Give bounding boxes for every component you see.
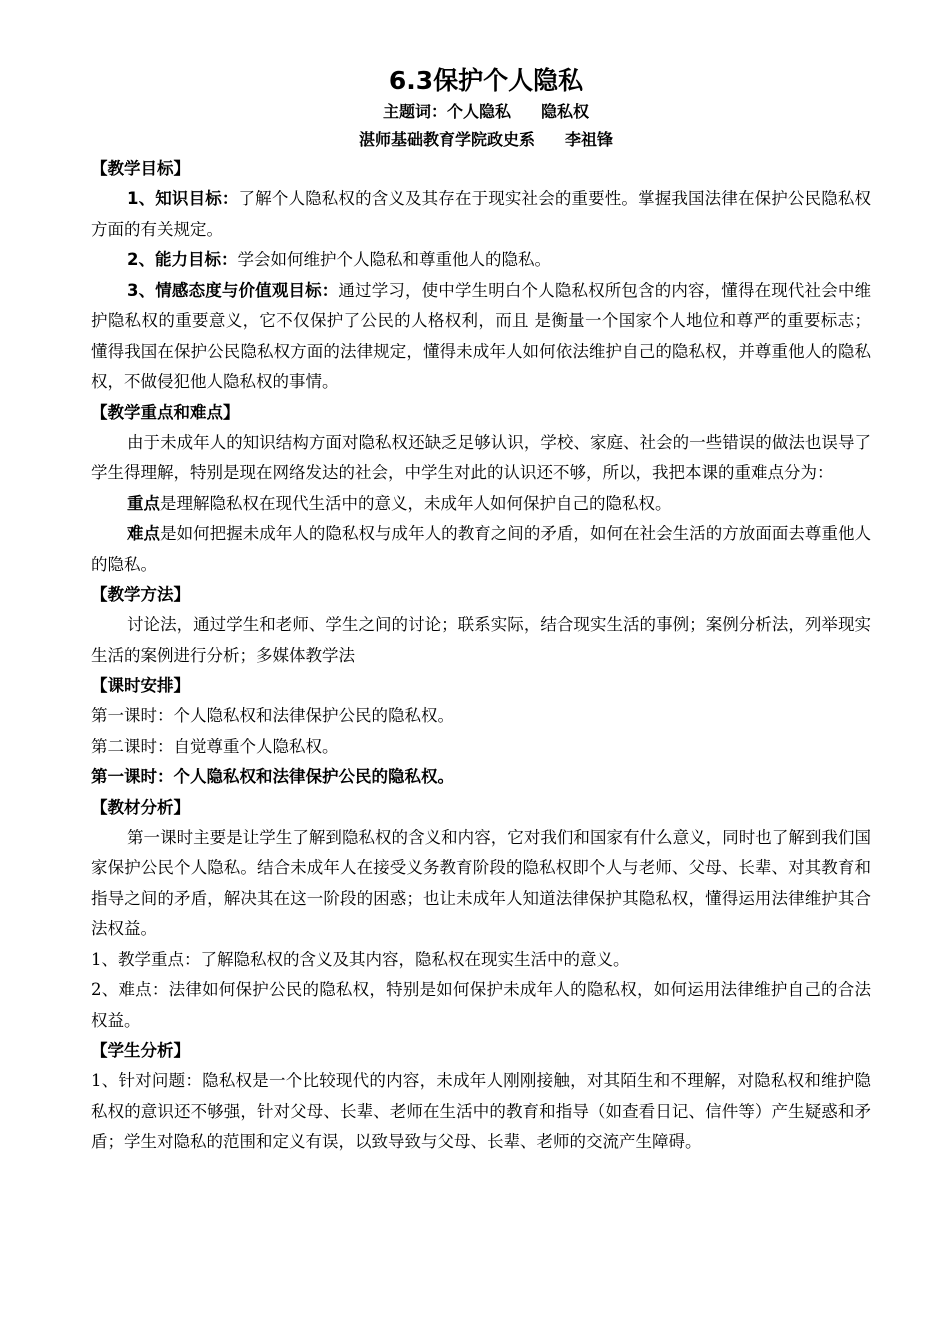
keywords-second: 隐私权 — [541, 102, 590, 121]
focus-key-text: 是理解隐私权在现代生活中的意义，未成年人如何保护自己的隐私权。 — [160, 493, 672, 513]
method-heading: 【教学方法】 — [91, 585, 190, 604]
goal-ability-label: 2、能力目标： — [127, 250, 238, 269]
goal-ability — [91, 245, 871, 276]
focus-key — [91, 489, 871, 520]
focus-difficulty — [91, 519, 871, 580]
document-title: 6.3保护个人隐私 — [388, 66, 584, 95]
author-line — [91, 126, 871, 154]
focus-key-label: 重点 — [127, 493, 160, 513]
goal-emotion-label: 3、情感态度与价值观目标： — [127, 280, 339, 300]
schedule-first: 第一课时：个人隐私权和法律保护公民的隐私权。 — [91, 706, 454, 725]
analysis-text: 第一课时主要是让学生了解到隐私权的含义和内容，它对我们和国家有什么意义，同时也了解到我们国家保护公民个人隐私。结合未成年人在接受义务教育阶段的隐私权即个人与老师、父母、长辈、对其教育和指导之间的矛盾，解决其在这一阶段的困惑；也让未成年人知道法律保护其隐私权，懂得运用法律维护其合法权益。 — [91, 827, 871, 938]
method-text: 讨论法，通过学生和老师、学生之间的讨论；联系实际，结合现实生活的事例；案例分析法，列举现实生活的案例进行分析；多媒体教学法 — [91, 615, 871, 665]
goal-knowledge — [91, 184, 871, 245]
lesson1-point2: 2、难点：法律如何保护公民的隐私权，特别是如何保护未成年人的隐私权，如何运用法律维护自己的合法权益。 — [91, 980, 871, 1030]
focus-difficulty-text: 是如何把握未成年人的隐私权与成年人的教育之间的矛盾，如何在社会生活的方放面面去尊重他人的隐私。 — [91, 524, 872, 574]
focus-difficulty-label: 难点 — [127, 524, 161, 543]
keywords-line — [91, 98, 871, 126]
goal-emotion-text: 通过学习，使中学生明白个人隐私权所包含的内容，懂得在现代社会中维护隐私权的重要意义，它不仅保护了公民的人格权利，而且 是衡量一个国家个人地位和尊严的重要标志；懂得我国在保护公民隐私权方面的法律规定，懂得未成年人如何依法维护自己的隐私权，并尊重他人的隐私权，不做侵犯他人隐私权的事情。 — [91, 280, 871, 391]
schedule-second: 第二课时：自觉尊重个人隐私权。 — [91, 736, 339, 756]
students-text: 1、针对问题：隐私权是一个比较现代的内容，未成年人刚刚接触，对其陌生和不理解，对隐私权和维护隐私权的意识还不够强，针对父母、长辈、老师在生活中的教育和指导（如查看日记、信件等）产生疑惑和矛盾；学生对隐私的范围和定义有误，以致导致与父母、长辈、老师的交流产生障碍。 — [91, 1071, 871, 1151]
author-name: 李祖锋 — [565, 130, 614, 149]
goals-heading: 【教学目标】 — [91, 159, 190, 178]
document-page — [91, 64, 871, 1158]
goal-emotion — [91, 276, 871, 398]
goal-ability-text: 学会如何维护个人隐私和尊重他人的隐私。 — [237, 250, 551, 269]
focus-heading: 【教学重点和难点】 — [91, 402, 240, 422]
goal-knowledge-text: 了解个人隐私权的含义及其存在于现实社会的重要性。掌握我国法律在保护公民隐私权方面的有关规定。 — [91, 189, 872, 239]
focus-intro: 由于未成年人的知识结构方面对隐私权还缺乏足够认识，学校、家庭、社会的一些错误的做法也误导了学生得理解，特别是现在网络发达的社会，中学生对此的认识还不够，所以，我把本课的重难点分为： — [91, 432, 871, 482]
schedule-heading: 【课时安排】 — [91, 676, 190, 695]
lesson1-title: 第一课时：个人隐私权和法律保护公民的隐私权。 — [91, 767, 454, 786]
goal-knowledge-label: 1、知识目标： — [127, 189, 239, 208]
lesson1-point1: 1、教学重点：了解隐私权的含义及其内容，隐私权在现实生活中的意义。 — [91, 949, 630, 969]
author-dept: 湛师基础教育学院政史系 — [358, 130, 535, 149]
students-heading: 【学生分析】 — [91, 1041, 190, 1060]
analysis-heading: 【教材分析】 — [91, 797, 190, 817]
keywords-label: 主题词：个人隐私 — [382, 102, 511, 121]
